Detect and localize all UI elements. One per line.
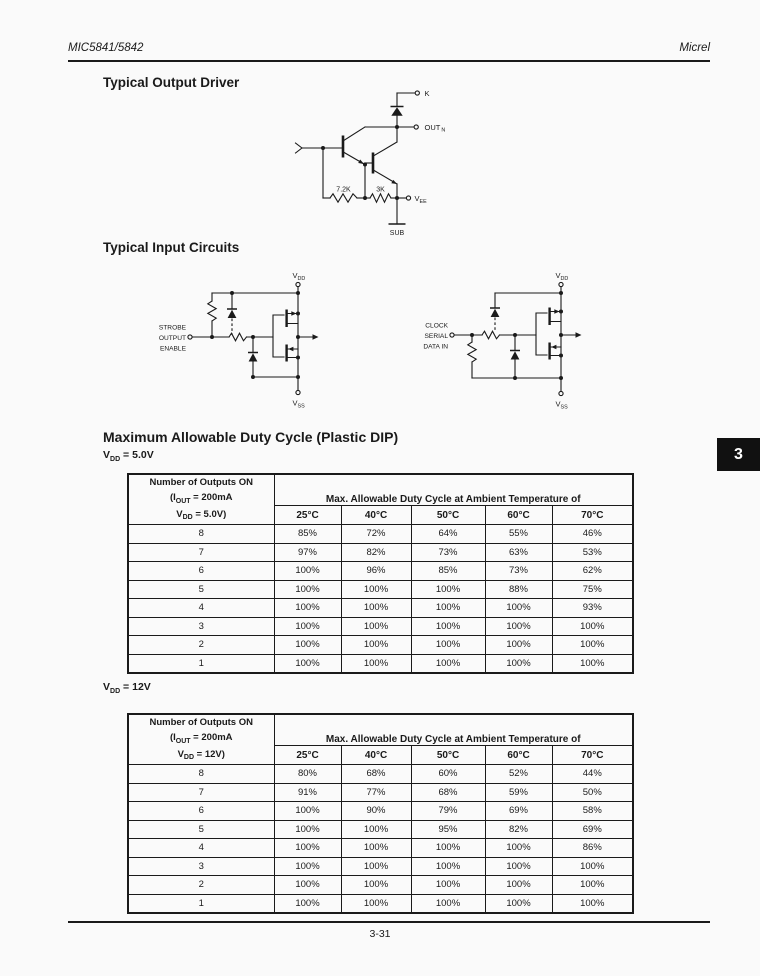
outputs-cell: 3 xyxy=(128,617,274,636)
duty-cell: 100% xyxy=(411,636,485,655)
duty-cell: 44% xyxy=(552,765,633,784)
table-row xyxy=(128,765,633,784)
duty-cell: 100% xyxy=(485,857,552,876)
temp-header: 70°C xyxy=(552,746,633,765)
sub-label: SUB xyxy=(389,230,405,237)
duty-cell: 91% xyxy=(274,783,341,802)
out-terminal xyxy=(365,123,445,134)
span-header: Max. Allowable Duty Cycle at Ambient Temperature of xyxy=(274,474,633,506)
table-row xyxy=(128,543,633,562)
duty-cell: 59% xyxy=(485,783,552,802)
junction-dots xyxy=(470,291,563,380)
output-arrow xyxy=(298,334,319,339)
duty-cell: 100% xyxy=(411,876,485,895)
duty-cell: 100% xyxy=(485,636,552,655)
duty-cell: 100% xyxy=(411,654,485,673)
duty-cell: 63% xyxy=(485,543,552,562)
pullup-resistor xyxy=(208,293,216,337)
duty-cell: 90% xyxy=(341,802,411,821)
table-row xyxy=(128,802,633,821)
outputs-cell: 6 xyxy=(128,562,274,581)
duty-cell: 100% xyxy=(411,839,485,858)
duty-cell: 100% xyxy=(411,617,485,636)
duty-cell: 100% xyxy=(274,802,341,821)
resistor-3k xyxy=(365,187,397,203)
input-terminal xyxy=(159,325,192,353)
table-corner-header xyxy=(128,474,274,525)
footer-rule xyxy=(68,921,710,923)
pulldown-resistor xyxy=(468,335,476,378)
corner-line2: ($I_{OUT} = 200mA$ xyxy=(169,732,233,745)
duty-cell: 95% xyxy=(411,820,485,839)
duty-cell: 100% xyxy=(274,857,341,876)
duty-cell: 68% xyxy=(411,783,485,802)
condition-label-12v: $V_{DD} = 12V$ xyxy=(103,681,151,695)
input-label-line1: STROBE xyxy=(158,324,186,332)
table-row xyxy=(128,783,633,802)
vdd-label: $V_{DD}$ xyxy=(555,271,569,282)
duty-cell: 100% xyxy=(274,599,341,618)
table-row xyxy=(128,580,633,599)
resistor-7k2 xyxy=(323,187,365,203)
duty-cell: 100% xyxy=(274,617,341,636)
temp-header: 25°C xyxy=(274,746,341,765)
table-row xyxy=(128,599,633,618)
k-terminal xyxy=(397,89,430,98)
duty-cell: 53% xyxy=(552,543,633,562)
outputs-cell: 2 xyxy=(128,876,274,895)
vee-terminal xyxy=(397,194,427,205)
duty-cell: 100% xyxy=(274,580,341,599)
header-rule xyxy=(68,60,710,62)
duty-cell: 100% xyxy=(341,599,411,618)
table-row xyxy=(128,820,633,839)
duty-cell: 73% xyxy=(485,562,552,581)
outputs-cell: 6 xyxy=(128,802,274,821)
duty-cell: 100% xyxy=(341,636,411,655)
outputs-cell: 7 xyxy=(128,543,274,562)
duty-cell: 100% xyxy=(485,876,552,895)
duty-cell: 100% xyxy=(341,617,411,636)
temp-header: 25°C xyxy=(274,506,341,525)
input-label-line2: OUTPUT xyxy=(158,335,186,342)
clamp-diode-top xyxy=(227,293,237,335)
duty-cell: 96% xyxy=(341,562,411,581)
cmos-inverter xyxy=(273,293,298,377)
duty-cell: 52% xyxy=(485,765,552,784)
condition-label-5v: $V_{DD} = 5.0V$ xyxy=(103,449,154,463)
outputs-cell: 8 xyxy=(128,765,274,784)
outputs-cell: 5 xyxy=(128,820,274,839)
resistor-3k-label: 3K xyxy=(376,186,385,194)
corner-line3: $V_{DD} = 12V$) xyxy=(177,748,225,762)
temp-header: 50°C xyxy=(411,746,485,765)
duty-cell: 100% xyxy=(552,617,633,636)
section-title-output-driver: Typical Output Driver xyxy=(103,75,240,90)
duty-cell: 60% xyxy=(411,765,485,784)
table-row xyxy=(128,562,633,581)
duty-cell: 100% xyxy=(274,636,341,655)
clamp-diode-bottom xyxy=(248,337,258,377)
duty-cycle-table-12v xyxy=(127,713,634,914)
section-tab: 3 xyxy=(717,438,760,471)
duty-cell: 85% xyxy=(411,562,485,581)
duty-cell: 100% xyxy=(485,599,552,618)
duty-cell: 100% xyxy=(274,820,341,839)
input-circuit-clock xyxy=(410,265,600,410)
duty-cell: 100% xyxy=(552,636,633,655)
duty-cell: 100% xyxy=(485,654,552,673)
table-row xyxy=(128,839,633,858)
duty-cell: 62% xyxy=(552,562,633,581)
duty-cell: 100% xyxy=(341,876,411,895)
duty-cell: 100% xyxy=(341,820,411,839)
clamp-diode-top xyxy=(490,293,500,332)
duty-cell: 55% xyxy=(485,525,552,544)
duty-cell: 46% xyxy=(552,525,633,544)
duty-cell: 69% xyxy=(485,802,552,821)
npn-transistor-1 xyxy=(323,127,365,164)
clamp-diode-bottom xyxy=(510,335,520,378)
duty-cell: 93% xyxy=(552,599,633,618)
duty-cell: 72% xyxy=(341,525,411,544)
table-header-row xyxy=(128,714,633,746)
duty-cell: 100% xyxy=(411,599,485,618)
series-resistor xyxy=(482,331,536,339)
corner-line1: Number of Outputs ON xyxy=(149,477,253,488)
table-row xyxy=(128,894,633,913)
duty-cell: 100% xyxy=(341,580,411,599)
outputs-cell: 5 xyxy=(128,580,274,599)
duty-cell: 75% xyxy=(552,580,633,599)
vss-label: $V_{SS}$ xyxy=(292,398,305,410)
table-row xyxy=(128,636,633,655)
vdd-label: $V_{DD}$ xyxy=(292,271,306,282)
table-row xyxy=(128,525,633,544)
duty-cell: 100% xyxy=(485,839,552,858)
table-row xyxy=(128,617,633,636)
page-number: 3-31 xyxy=(369,928,391,940)
duty-cell: 86% xyxy=(552,839,633,858)
duty-cell: 68% xyxy=(341,765,411,784)
duty-cell: 100% xyxy=(274,894,341,913)
section-title-input-circuits: Typical Input Circuits xyxy=(103,240,240,255)
junction-dots xyxy=(210,291,300,379)
duty-cell: 100% xyxy=(552,876,633,895)
vss-terminal xyxy=(556,378,569,410)
duty-cell: 77% xyxy=(341,783,411,802)
outputs-cell: 4 xyxy=(128,599,274,618)
temp-header: 40°C xyxy=(341,506,411,525)
duty-cell: 100% xyxy=(552,654,633,673)
duty-cell: 73% xyxy=(411,543,485,562)
duty-cell: 88% xyxy=(485,580,552,599)
outputs-cell: 2 xyxy=(128,636,274,655)
header-left-title: MIC5841/5842 xyxy=(68,42,144,54)
table-corner-header xyxy=(128,714,274,765)
duty-cell: 85% xyxy=(274,525,341,544)
temp-header: 60°C xyxy=(485,506,552,525)
table-row xyxy=(128,654,633,673)
corner-line2: ($I_{OUT} = 200mA$ xyxy=(169,492,233,505)
table-header-row xyxy=(128,474,633,506)
temp-header: 70°C xyxy=(552,506,633,525)
vss-terminal xyxy=(293,377,306,409)
corner-line3: $V_{DD} = 5.0V$) xyxy=(176,508,227,522)
temp-header: 60°C xyxy=(485,746,552,765)
duty-cell: 100% xyxy=(341,839,411,858)
duty-cell: 100% xyxy=(274,876,341,895)
input-label-line2: SERIAL xyxy=(424,333,448,340)
duty-cell: 100% xyxy=(274,562,341,581)
duty-cell: 100% xyxy=(411,580,485,599)
input-label-line3: DATA IN xyxy=(423,343,448,351)
span-header: Max. Allowable Duty Cycle at Ambient Temperature of xyxy=(274,714,633,746)
input-label-line3: ENABLE xyxy=(159,345,186,353)
out-label: $OUT_N$ xyxy=(424,122,446,134)
input-terminal xyxy=(423,323,454,351)
section-title-duty-cycle: Maximum Allowable Duty Cycle (Plastic DIP) xyxy=(103,429,399,445)
vdd-terminal xyxy=(293,271,306,293)
vdd-terminal xyxy=(556,271,569,293)
input-lead xyxy=(296,143,324,153)
duty-cell: 82% xyxy=(341,543,411,562)
duty-cycle-table-5v xyxy=(127,473,634,674)
duty-cell: 80% xyxy=(274,765,341,784)
k-label: K xyxy=(424,88,430,98)
duty-cell: 100% xyxy=(274,839,341,858)
header-right-brand: Micrel xyxy=(679,42,710,54)
duty-cell: 100% xyxy=(552,894,633,913)
duty-cell: 100% xyxy=(341,857,411,876)
input-label-line1: CLOCK xyxy=(425,322,448,330)
vss-label: $V_{SS}$ xyxy=(555,399,568,410)
duty-cell: 82% xyxy=(485,820,552,839)
temp-header: 50°C xyxy=(411,506,485,525)
flyback-diode xyxy=(391,93,404,127)
input-circuit-strobe xyxy=(145,265,335,410)
duty-cell: 100% xyxy=(341,654,411,673)
output-arrow xyxy=(561,332,582,337)
table-row xyxy=(128,857,633,876)
duty-cell: 100% xyxy=(485,894,552,913)
duty-cell: 64% xyxy=(411,525,485,544)
duty-cell: 100% xyxy=(552,857,633,876)
outputs-cell: 1 xyxy=(128,654,274,673)
outputs-cell: 3 xyxy=(128,857,274,876)
output-driver-schematic xyxy=(280,85,500,245)
duty-cell: 69% xyxy=(552,820,633,839)
outputs-cell: 7 xyxy=(128,783,274,802)
table-row xyxy=(128,876,633,895)
duty-cell: 100% xyxy=(274,654,341,673)
duty-cell: 100% xyxy=(485,617,552,636)
temp-header: 40°C xyxy=(341,746,411,765)
outputs-cell: 4 xyxy=(128,839,274,858)
duty-cell: 50% xyxy=(552,783,633,802)
duty-cell: 100% xyxy=(411,894,485,913)
duty-cell: 97% xyxy=(274,543,341,562)
duty-cell: 58% xyxy=(552,802,633,821)
duty-cell: 100% xyxy=(411,857,485,876)
corner-line1: Number of Outputs ON xyxy=(149,717,253,728)
cmos-inverter xyxy=(536,293,561,378)
outputs-cell: 1 xyxy=(128,894,274,913)
duty-cell: 100% xyxy=(341,894,411,913)
substrate-terminal xyxy=(389,198,406,237)
outputs-cell: 8 xyxy=(128,525,274,544)
vee-label: $V_{EE}$ xyxy=(414,194,427,205)
duty-cell: 79% xyxy=(411,802,485,821)
resistor-7k2-label: 7.2K xyxy=(336,186,351,194)
